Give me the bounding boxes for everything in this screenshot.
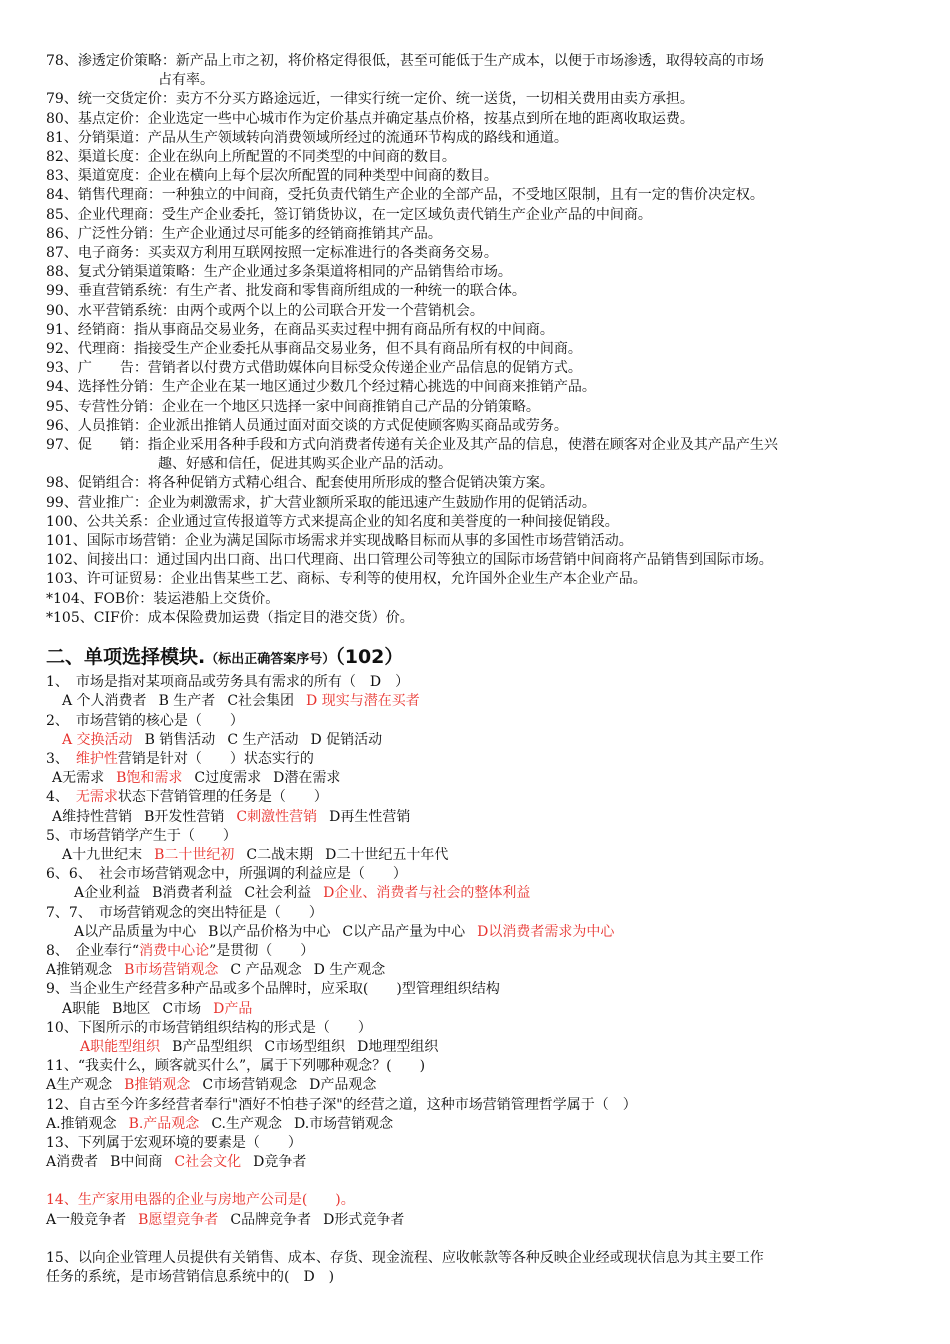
definition-item: [46, 436, 910, 455]
definition-item: [46, 129, 910, 148]
definition-term: 经销商: [77, 321, 120, 338]
definition-term: 选择性分销: [77, 379, 148, 396]
definition-separator: 、: [63, 225, 78, 242]
option: A企业利益: [74, 885, 141, 902]
definition-number: 78: [46, 53, 64, 69]
option: C 生产活动: [227, 731, 299, 748]
question-stem-part: ”是贯彻（ ）: [209, 942, 315, 959]
question-list: [46, 673, 910, 1230]
correct-option: A职能型组织: [80, 1038, 161, 1055]
definition-item: [46, 282, 910, 301]
option: B以产品价格为中心: [208, 923, 331, 940]
definition-text: ：指企业采用各种手段和方式向消费者传递有关企业及其产品的信息，使潜在顾客对企业及其产品产生兴: [133, 437, 778, 454]
definition-text: ：产品从生产领域转向消费领域所经过的流通环节构成的路线和通道。: [133, 129, 568, 146]
definition-term: 广 告: [77, 360, 134, 377]
definition-number: 103: [46, 571, 73, 588]
definition-number: 97: [46, 437, 64, 454]
question-options: [46, 731, 910, 750]
definition-item: [46, 244, 910, 263]
definition-separator: 、: [63, 321, 78, 338]
definition-term: 统一交货定价: [77, 91, 162, 108]
definition-number: 86: [46, 225, 64, 242]
option: A维持性营销: [52, 808, 133, 825]
definition-text: ：新产品上市之初，将价格定得很低，甚至可能低于生产成本，以便于市场渗透，取得较高的市场: [161, 53, 764, 69]
definition-term: 渠道宽度: [77, 168, 134, 185]
definition-separator: 、: [63, 437, 78, 454]
definition-number: 87: [46, 245, 64, 262]
question-stem-part: 维护性: [75, 750, 118, 767]
definition-separator: 、: [72, 552, 87, 569]
question-options: [46, 692, 910, 711]
option: C社会利益: [244, 885, 312, 902]
section-note: （标出正确答案序号）: [205, 652, 336, 668]
option: C品牌竞争者: [230, 1211, 312, 1228]
definition-term: 分销渠道: [77, 129, 134, 146]
definition-separator: 、: [63, 264, 78, 281]
definition-number: 99: [46, 283, 64, 300]
definition-item: [46, 263, 910, 282]
definition-separator: 、: [63, 494, 78, 511]
definition-term: 促 销: [77, 437, 134, 454]
definition-term: FOB价: [93, 590, 140, 607]
question-15-line1: 15、以向企业管理人员提供有关销售、成本、存货、现金流程、应收帐款等各种反映企业经或现状信息为其主要工作: [46, 1249, 764, 1266]
correct-option: B饱和需求: [116, 770, 183, 787]
option: D产品观念: [309, 1077, 377, 1094]
definition-number: 100: [46, 513, 73, 530]
question-stem-part: 营销是针对（ ）状态实行的: [117, 750, 314, 767]
option: B地区: [112, 1000, 151, 1017]
question-stem-part: 8、 企业奉行“: [46, 942, 140, 959]
option: C以产品产量为中心: [342, 923, 466, 940]
question-options: [46, 1038, 910, 1057]
definition-separator: 、: [63, 341, 78, 358]
definition-text: ：买卖双方利用互联网按照一定标准进行的各类商务交易。: [133, 245, 498, 262]
definition-number: 99: [46, 494, 64, 511]
option: A 个人消费者: [62, 693, 147, 710]
definition-item: [46, 398, 910, 417]
option: C社会集团: [227, 693, 295, 710]
definition-text: ：将各种促销方式精心组合、配套使用所形成的整合促销决策方案。: [133, 475, 554, 492]
question-stem-part: 3、: [46, 750, 76, 767]
definition-text: ：企业在一个地区只选择一家中间商推销自己产品的分销策略。: [147, 398, 540, 415]
definition-number: 98: [46, 475, 64, 492]
option: D竞争者: [253, 1154, 307, 1171]
correct-option: D以消费者需求为中心: [477, 923, 615, 940]
question-options: [46, 846, 910, 865]
definition-text: ：受生产企业委托，签订销货协议，在一定区域负责代销生产企业产品的中间商。: [147, 206, 652, 223]
definition-number: *105: [46, 609, 80, 626]
option: C市场: [162, 1000, 202, 1017]
definition-text: ：由两个或两个以上的公司联合开发一个营销机会。: [161, 302, 484, 319]
question-stem-part: 4、: [46, 789, 76, 806]
section-title: 二、单项选择模块.: [46, 646, 206, 669]
definition-text: ：企业在纵向上所配置的不同类型的中间商的数目。: [133, 149, 456, 166]
definition-separator: 、: [63, 283, 78, 300]
definition-item: [46, 110, 910, 129]
definition-separator: 、: [63, 168, 78, 185]
definition-separator: 、: [63, 129, 78, 146]
option: C.生产观念: [211, 1115, 282, 1132]
definition-text: ：有生产者、批发商和零售商所组成的一种统一的联合体。: [161, 283, 526, 300]
question-15-line2: 任务的系统，是市场营销信息系统中的( D ): [46, 1268, 335, 1285]
definition-term: 渠道长度: [77, 149, 134, 166]
correct-option: D产品: [213, 1000, 253, 1017]
definition-number: 82: [46, 149, 64, 166]
option: A推销观念: [46, 962, 113, 979]
definition-separator: 、: [72, 533, 87, 550]
definition-separator: 、: [79, 590, 94, 607]
definition-number: 101: [46, 533, 73, 550]
option: C过度需求: [194, 770, 262, 787]
correct-option: A 交换活动: [62, 731, 133, 748]
definition-number: 81: [46, 129, 64, 146]
option: B中间商: [110, 1154, 163, 1171]
definition-number: 93: [46, 360, 64, 377]
definition-item: [46, 513, 910, 532]
definition-item: [46, 417, 910, 436]
definition-separator: 、: [63, 206, 78, 223]
definition-separator: 、: [63, 187, 78, 204]
definition-item: [46, 148, 910, 167]
correct-option: C刺激性营销: [236, 808, 318, 825]
question-stem-part: 状态下营销管理的任务是（ ）: [117, 789, 328, 806]
definition-list: [46, 52, 910, 628]
definition-item: [46, 532, 910, 551]
definition-item: [46, 90, 910, 109]
option: A消费者: [46, 1154, 99, 1171]
option: B 生产者: [158, 693, 216, 710]
definition-term: 许可证贸易: [86, 571, 157, 588]
question-stem: 7、7、 市场营销观念的突出特征是（ ）: [46, 904, 323, 921]
definition-separator: 、: [63, 53, 78, 69]
option: C市场营销观念: [202, 1077, 298, 1094]
definition-item: [46, 474, 910, 493]
option: A职能: [62, 1000, 101, 1017]
definition-term: 专营性分销: [77, 398, 148, 415]
correct-option: D企业、消费者与社会的整体利益: [323, 885, 531, 902]
question-options: [46, 884, 910, 903]
definition-number: 96: [46, 417, 64, 434]
question-stem: 11、“我卖什么，顾客就买什么”，属于下列哪种观念？( ): [46, 1058, 426, 1075]
definition-text: ：企业为满足国际市场需求并实现战略目标而从事的多国性市场营销活动。: [170, 533, 633, 550]
definition-text: ：企业出售某些工艺、商标、专利等的使用权，允许国外企业生产本企业产品。: [156, 571, 647, 588]
definition-item: [46, 186, 910, 205]
option: A生产观念: [46, 1077, 113, 1094]
definition-number: 85: [46, 206, 64, 223]
definition-continuation: 占有率。: [158, 72, 214, 89]
definition-number: 92: [46, 341, 64, 358]
definition-number: 80: [46, 110, 64, 127]
question-options: [46, 923, 910, 942]
definition-text: ：指接受生产企业委托从事商品交易业务，但不具有商品所有权的中间商。: [119, 341, 582, 358]
definition-separator: 、: [63, 245, 78, 262]
option: A以产品质量为中心: [74, 923, 197, 940]
question-stem: 9、当企业生产经营多种产品或多个品牌时，应采取( )型管理组织结构: [46, 981, 500, 998]
question-options: [46, 1076, 910, 1095]
option: A十九世纪末: [62, 846, 143, 863]
definition-term: 间接出口: [86, 552, 143, 569]
question-stem-part: 消费中心论: [139, 942, 210, 959]
definition-term: 企业代理商: [77, 206, 148, 223]
definition-item: [46, 206, 910, 225]
definition-separator: 、: [63, 379, 78, 396]
option: C 产品观念: [230, 962, 302, 979]
definition-term: 人员推销: [77, 417, 134, 434]
definition-item: [46, 570, 910, 589]
definition-item: [46, 321, 910, 340]
question-stem: [46, 788, 910, 807]
definition-term: 渗透定价策略: [77, 53, 162, 69]
option: D二十世纪五十年代: [325, 846, 449, 863]
definition-continuation: 趣、好感和信任，促进其购买企业产品的活动。: [158, 456, 452, 473]
definition-term: 水平营销系统: [77, 302, 162, 319]
definition-item: [46, 378, 910, 397]
definition-text: ：企业派出推销人员通过面对面交谈的方式促使顾客购买商品或劳务。: [133, 417, 568, 434]
definition-text: ：生产企业通过尽可能多的经销商推销其产品。: [147, 225, 442, 242]
definition-term: 公共关系: [86, 513, 143, 530]
question-options: [46, 1153, 910, 1172]
definition-separator: 、: [63, 360, 78, 377]
definition-number: *104: [46, 590, 80, 607]
question-options: [46, 1115, 910, 1134]
option: B 销售活动: [144, 731, 216, 748]
definition-text: ：指从事商品交易业务，在商品买卖过程中拥有商品所有权的中间商。: [119, 321, 554, 338]
definition-item: [46, 551, 910, 570]
option: B产品型组织: [172, 1038, 253, 1055]
question-stem: 10、下图所示的市场营销组织结构的形式是（ ）: [46, 1019, 372, 1036]
definition-number: 90: [46, 302, 64, 319]
question-stem: 6、6、 社会市场营销观念中，所强调的利益应是（ ）: [46, 866, 407, 883]
definition-text: ：营销者以付费方式借助媒体向目标受众传递企业产品信息的促销方式。: [133, 360, 582, 377]
question-options: [46, 1000, 910, 1019]
definition-text: ：一种独立的中间商，受托负责代销生产企业的全部产品，不受地区限制，且有一定的售价决定权。: [147, 187, 764, 204]
definition-text: ：企业选定一些中心城市作为定价基点并确定基点价格，按基点到所在地的距离收取运费。: [133, 110, 694, 127]
question-options: [46, 769, 910, 788]
definition-separator: 、: [63, 149, 78, 166]
correct-option: C社会文化: [174, 1154, 242, 1171]
definition-text: ：企业通过宣传报道等方式来提高企业的知名度和美誉度的一种间接促销段。: [142, 513, 619, 530]
option: B开发性营销: [144, 808, 225, 825]
question-stem: 13、下列属于宏观环境的要素是（ ）: [46, 1134, 302, 1151]
definition-term: 销售代理商: [77, 187, 148, 204]
option: D 生产观念: [313, 962, 386, 979]
definition-number: 88: [46, 264, 64, 281]
question-stem: 12、自古至今许多经营者奉行"酒好不怕巷子深"的经营之道，这种市场营销管理哲学属于（ ）: [46, 1096, 637, 1113]
definition-separator: 、: [63, 417, 78, 434]
definition-text: ：企业在横向上每个层次所配置的同种类型中间商的数目。: [133, 168, 498, 185]
definition-item: [46, 359, 910, 378]
definition-item: [46, 494, 910, 513]
option: B消费者利益: [152, 885, 233, 902]
option: D 促销活动: [310, 731, 383, 748]
definition-separator: 、: [72, 513, 87, 530]
definition-term: 电子商务: [77, 245, 134, 262]
question-stem: [46, 750, 910, 769]
correct-option: B推销观念: [124, 1077, 191, 1094]
definition-item: [46, 590, 910, 609]
definition-number: 91: [46, 321, 64, 338]
question-stem: 14、生产家用电器的企业与房地产公司是( )。: [46, 1192, 355, 1209]
definition-text: ：通过国内出口商、出口代理商、出口管理公司等独立的国际市场营销中间商将产品销售到国际市场。: [142, 552, 773, 569]
definition-item: [46, 609, 910, 628]
option: D.市场营销观念: [293, 1115, 394, 1132]
correct-option: B二十世纪初: [154, 846, 235, 863]
option: A.推销观念: [46, 1115, 117, 1132]
section-count: （102）: [335, 646, 404, 669]
definition-item: [46, 225, 910, 244]
correct-option: B愿望竞争者: [138, 1211, 219, 1228]
question-options: [46, 961, 910, 980]
definition-text: ：生产企业在某一地区通过少数几个经过精心挑选的中间商来推销产品。: [147, 379, 596, 396]
definition-number: 95: [46, 398, 64, 415]
definition-separator: 、: [63, 110, 78, 127]
definition-separator: 、: [63, 91, 78, 108]
definition-number: 84: [46, 187, 64, 204]
option: C市场型组织: [264, 1038, 346, 1055]
question-stem: 1、 市场是指对某项商品或劳务具有需求的所有（ D ）: [46, 674, 410, 691]
definition-term: 垂直营销系统: [77, 283, 162, 300]
definition-text: ：生产企业通过多条渠道将相同的产品销售给市场。: [189, 264, 512, 281]
definition-term: 促销组合: [77, 475, 134, 492]
definition-term: 复式分销渠道策略: [77, 264, 190, 281]
definition-item: [46, 167, 910, 186]
definition-text: ：卖方不分买方路途远近，一律实行统一定价、统一送货，一切相关费用由卖方承担。: [161, 91, 694, 108]
spacer: [46, 1172, 910, 1191]
definition-term: 基点定价: [77, 110, 134, 127]
option: D形式竞争者: [323, 1211, 405, 1228]
definition-text: ：企业为刺激需求，扩大营业额所采取的能迅速产生鼓励作用的促销活动。: [133, 494, 596, 511]
definition-separator: 、: [63, 398, 78, 415]
definition-number: 83: [46, 168, 64, 185]
correct-option: D 现实与潜在买者: [306, 693, 420, 710]
definition-number: 79: [46, 91, 64, 108]
question-options: [46, 1211, 910, 1230]
definition-term: 国际市场营销: [86, 533, 171, 550]
option: D再生性营销: [329, 808, 411, 825]
option: D潜在需求: [273, 770, 341, 787]
spacer: [46, 1230, 910, 1249]
option: C二战末期: [246, 846, 314, 863]
definition-number: 102: [46, 552, 73, 569]
definition-text: ：装运港船上交货价。: [139, 590, 280, 607]
definition-term: 代理商: [77, 341, 120, 358]
definition-term: 营业推广: [77, 494, 134, 511]
definition-separator: 、: [72, 571, 87, 588]
correct-option: B.产品观念: [128, 1115, 200, 1132]
definition-term: CIF价: [93, 609, 134, 626]
definition-item: [46, 52, 910, 71]
definition-item: [46, 302, 910, 321]
definition-number: 94: [46, 379, 64, 396]
question-options: [46, 808, 910, 827]
option: D地理型组织: [357, 1038, 439, 1055]
question-stem-part: 无需求: [75, 789, 118, 806]
question-stem: [46, 942, 910, 961]
definition-separator: 、: [63, 302, 78, 319]
question-stem: 5、市场营销学产生于（ ）: [46, 827, 237, 844]
definition-text: ：成本保险费加运费（指定目的港交货）价。: [133, 609, 414, 626]
definition-item: [46, 340, 910, 359]
option: A一般竞争者: [46, 1211, 127, 1228]
definition-term: 广泛性分销: [77, 225, 148, 242]
correct-option: B市场营销观念: [124, 962, 219, 979]
question-stem: 2、 市场营销的核心是（ ）: [46, 712, 244, 729]
section-heading: [46, 644, 910, 673]
definition-separator: 、: [63, 475, 78, 492]
option: A无需求: [52, 770, 105, 787]
definition-separator: 、: [79, 609, 94, 626]
